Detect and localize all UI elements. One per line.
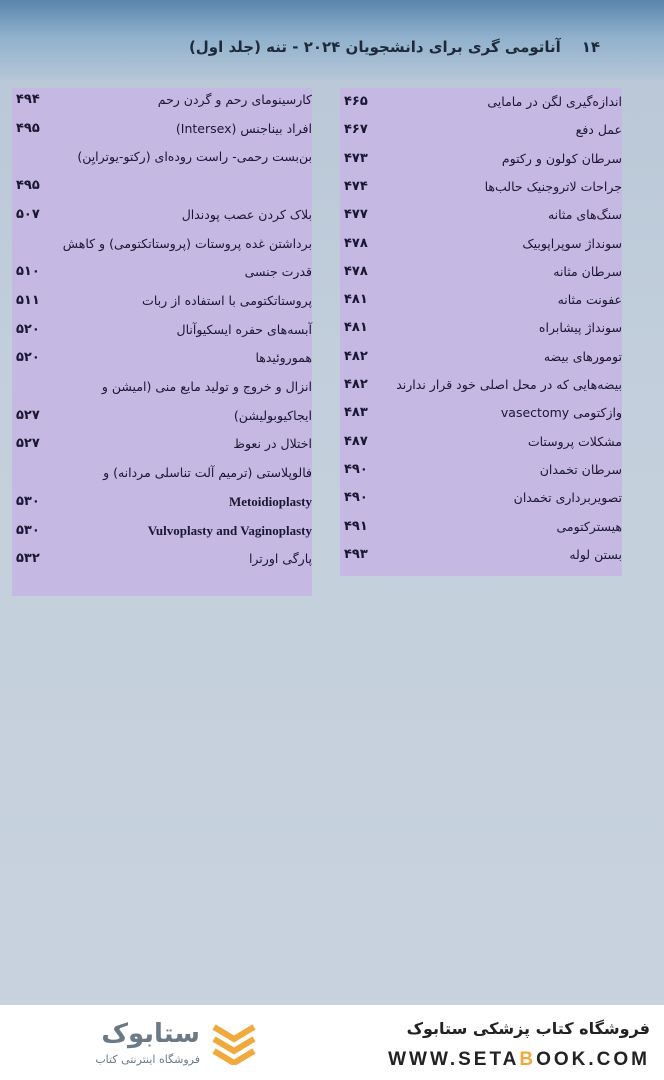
store-footer <box>0 1005 664 1080</box>
toc-entry <box>12 322 312 351</box>
toc-entry <box>12 178 312 207</box>
toc-entry <box>12 350 312 379</box>
toc-entry <box>340 207 622 235</box>
toc-entry-title: انزال و خروج و تولید مایع منی (امیشن و <box>101 379 312 394</box>
toc-entry <box>340 179 622 207</box>
toc-entry <box>12 379 312 408</box>
toc-entry-page: ۴۶۵ <box>344 94 368 109</box>
toc-entry <box>12 264 312 293</box>
toc-entry-page: ۵۲۰ <box>16 350 40 366</box>
toc-entry-title: بیضه‌هایی که در محل اصلی خود قرار ندارند <box>396 377 622 392</box>
toc-entry <box>12 494 312 523</box>
toc-entry-page: ۴۹۰ <box>344 490 368 506</box>
toc-column-left <box>12 88 312 596</box>
toc-entry-title: Metoidioplasty <box>228 493 312 509</box>
page-number: ۱۴ <box>581 38 600 56</box>
toc-entry-page: ۴۶۷ <box>344 122 368 138</box>
toc-entry-title: سنگ‌های مثانه <box>547 207 622 223</box>
url-suffix: OOK.COM <box>536 1049 650 1070</box>
toc-entry-page: ۴۷۴ <box>344 178 368 194</box>
toc-entry <box>340 320 622 348</box>
toc-entry-title: پروستاتکتومی با استفاده از ربات <box>142 292 312 308</box>
logo-wordmark: ستابوک <box>101 1019 200 1049</box>
url-accent: B <box>519 1049 537 1070</box>
toc-entry-page: ۵۱۱ <box>16 292 40 308</box>
toc-entry-page: ۴۷۸ <box>344 263 368 279</box>
toc-column-right <box>340 88 622 576</box>
toc-entry-page: ۵۲۷ <box>16 436 40 452</box>
toc-entry <box>340 519 622 547</box>
toc-entry-page: ۵۱۰ <box>16 264 40 280</box>
toc-entry-page: ۴۹۰ <box>344 461 368 477</box>
toc-entry <box>12 408 312 437</box>
toc-entry-page: ۴۸۲ <box>344 348 368 364</box>
toc-entry-title: سرطان کولون و رکتوم <box>501 150 622 166</box>
toc-entry <box>340 264 622 292</box>
toc-entry-title: سرطان تخمدان <box>539 461 622 477</box>
toc-entry <box>340 377 622 405</box>
toc-entry <box>12 551 312 580</box>
toc-entry <box>340 462 622 490</box>
toc-entry-title: اختلال در نعوظ <box>233 436 312 452</box>
toc-entry <box>12 92 312 121</box>
toc-entry <box>340 122 622 150</box>
toc-entry <box>12 121 312 150</box>
toc-entry-title: عمل دفع <box>575 122 622 138</box>
toc-entry-title: کارسینومای رحم و گردن رحم <box>157 92 312 107</box>
toc-entry-page: ۵۰۷ <box>16 206 40 222</box>
toc-entry-page: ۵۲۷ <box>16 407 40 423</box>
logo-subtitle: فروشگاه اینترنتی کتاب <box>95 1053 200 1066</box>
toc-entry-page: ۵۲۰ <box>16 321 40 337</box>
toc-entry-title: پارگی اورترا <box>248 551 312 567</box>
toc-entry-title: قدرت جنسی <box>244 264 312 280</box>
url-prefix: WWW.SETA <box>388 1049 520 1070</box>
toc-entry-title: تومورهای بیضه <box>543 348 622 364</box>
toc-entry-title: فالوپلاستی (ترمیم آلت تناسلی مردانه) و <box>103 465 312 481</box>
toc-entry <box>12 236 312 265</box>
toc-entry <box>340 236 622 264</box>
toc-entry-title: وازکتومی vasectomy <box>500 405 622 421</box>
toc-entry-title: بن‌بست رحمی- راست روده‌ای (رکتو-یوترایِن) <box>77 149 312 165</box>
page-header <box>0 0 664 80</box>
toc-entry-title: بستن لوله <box>569 546 622 562</box>
toc-entry-page: ۴۸۲ <box>344 377 368 392</box>
store-name: فروشگاه کتاب پزشکی ستابوک <box>406 1019 650 1038</box>
toc-entry-title: تصویربرداری تخمدان <box>513 490 622 506</box>
toc-entry-title: جراحات لاتروجنیک حالب‌ها <box>484 178 622 194</box>
toc-entry <box>12 293 312 322</box>
toc-entry-title: سونداژ پیشابراه <box>538 320 622 336</box>
toc-entry <box>340 434 622 462</box>
toc-entry <box>12 149 312 178</box>
toc-entry-page: ۴۷۳ <box>344 150 368 166</box>
book-stack-icon <box>210 1017 258 1065</box>
toc-entry <box>340 405 622 433</box>
toc-entry-title: هیسترکتومی <box>556 518 622 534</box>
toc-entry <box>340 547 622 575</box>
toc-entry-page: ۴۹۵ <box>16 178 40 194</box>
toc-entry <box>12 523 312 552</box>
toc-entry <box>12 465 312 494</box>
toc-entry-page: ۵۳۲ <box>16 551 40 567</box>
toc-entry-page: ۴۸۱ <box>344 320 368 336</box>
toc-entry-page: ۴۷۸ <box>344 235 368 251</box>
toc-entry-page: ۴۹۱ <box>344 518 368 534</box>
toc-entry <box>340 94 622 122</box>
toc-entry <box>340 490 622 518</box>
toc-entry-title: مشکلات پروستات <box>527 433 622 449</box>
toc-entry-page: ۴۷۷ <box>344 207 368 223</box>
toc-entry-page: ۴۹۳ <box>344 546 368 562</box>
toc-entry-title: عفونت مثانه <box>557 292 622 308</box>
toc-entry-page: ۴۸۷ <box>344 433 368 449</box>
toc-entry-title: Vulvoplasty and Vaginoplasty <box>147 522 312 538</box>
toc-entry-page: ۵۳۰ <box>16 493 40 509</box>
toc-entry <box>12 436 312 465</box>
toc-entry-title: هموروئیدها <box>255 350 312 366</box>
toc-entry-title: اندازه‌گیری لگن در مامایی <box>487 94 622 109</box>
toc-entry <box>12 207 312 236</box>
toc-entry-page: ۴۹۴ <box>16 92 40 107</box>
toc-entry-page: ۴۸۳ <box>344 405 368 421</box>
toc-entry-title: آبسه‌های حفره ایسکیوآنال <box>176 321 312 337</box>
toc-entry-title: افراد بیناجنس (Intersex) <box>175 120 312 136</box>
store-logo <box>30 1017 260 1072</box>
toc-entry <box>340 349 622 377</box>
book-title: آناتومی گری برای دانشجویان ۲۰۲۴ - تنه (جلد اول) <box>188 38 561 56</box>
toc-entry-page: ۵۳۰ <box>16 522 40 538</box>
toc-entry-page: ۴۹۵ <box>16 120 40 136</box>
toc-entry-title: ایجاکیوبولیشن) <box>233 407 312 423</box>
running-header <box>188 38 600 56</box>
toc-entry-title: سرطان مثانه <box>553 263 622 279</box>
toc-entry <box>340 292 622 320</box>
store-url[interactable] <box>388 1049 650 1071</box>
toc-entry-title: برداشتن غده پروستات (پروستاتکتومی) و کاهش <box>62 235 312 251</box>
toc-entry-page: ۴۸۱ <box>344 292 368 308</box>
toc-entry-title: بلاک کردن عصب پودندال <box>181 206 312 222</box>
toc-entry <box>340 151 622 179</box>
toc-entry-title: سونداژ سوپراپوبیک <box>522 235 622 251</box>
